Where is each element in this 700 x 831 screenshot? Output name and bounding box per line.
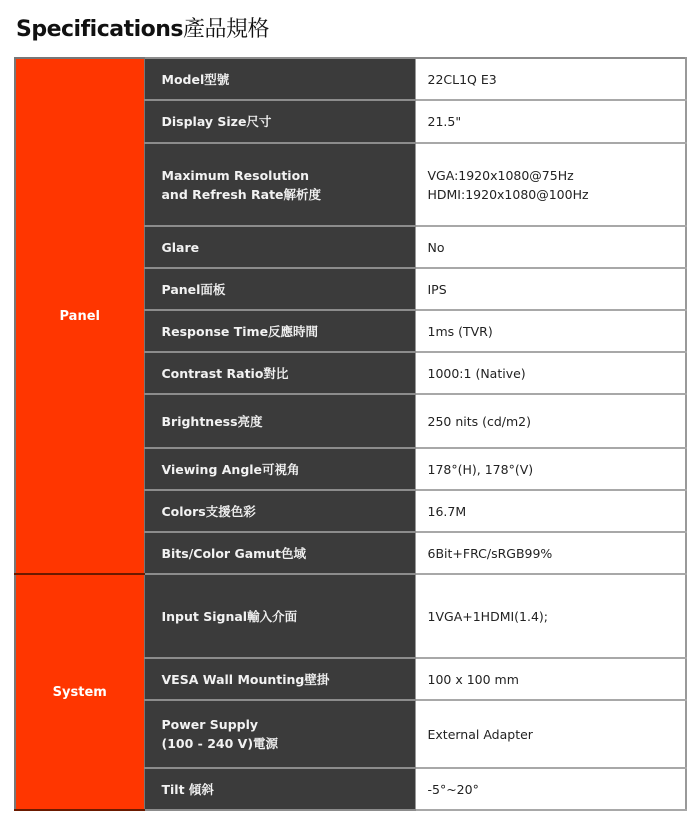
spec-value-text: -5°~20°: [427, 781, 479, 797]
spec-value: [415, 532, 686, 574]
spec-label: [144, 700, 415, 768]
spec-value: [415, 658, 686, 700]
spec-label-text: Glare: [161, 239, 200, 255]
spec-label-text: Power Supply: [161, 717, 259, 732]
spec-value-text: 1000:1 (Native): [427, 365, 526, 381]
spec-value-text: VGA:1920x1080@75Hz: [427, 167, 574, 183]
spec-value-text: IPS: [427, 281, 447, 297]
spec-value: [415, 268, 686, 310]
spec-value-text: 1VGA+1HDMI(1.4);: [427, 608, 549, 624]
spec-label-text: and Refresh Rate解析度: [161, 186, 322, 202]
spec-value: [415, 352, 686, 394]
spec-value-text: No: [427, 239, 445, 255]
spec-value: [415, 310, 686, 352]
spec-label-text: Model型號: [161, 71, 230, 87]
spec-label: [144, 310, 415, 352]
spec-label-text: Maximum Resolution: [161, 167, 310, 183]
spec-label-text: VESA Wall Mounting壁掛: [161, 671, 330, 687]
spec-label: [144, 100, 415, 143]
spec-group-panel: Panel: [15, 58, 144, 574]
spec-label-text: (100 - 240 V)電源: [161, 736, 279, 751]
spec-value-text: 16.7M: [427, 503, 467, 519]
spec-label: [144, 768, 415, 810]
spec-value: [415, 143, 686, 226]
spec-value-text: 100 x 100 mm: [427, 671, 519, 687]
spec-label: [144, 268, 415, 310]
spec-label: [144, 226, 415, 268]
spec-label: [144, 532, 415, 574]
spec-row: [15, 58, 686, 100]
spec-label-text: Tilt 傾斜: [161, 781, 214, 797]
spec-label-text: Bits/Color Gamut色域: [161, 545, 307, 561]
spec-label-text: Contrast Ratio對比: [161, 365, 289, 381]
spec-value-text: 22CL1Q E3: [427, 71, 497, 87]
spec-label-text: Input Signal輸入介面: [161, 608, 298, 624]
spec-label-text: Panel面板: [161, 281, 226, 297]
spec-value: [415, 58, 686, 100]
spec-value-text: 21.5": [427, 114, 462, 129]
spec-value: [415, 490, 686, 532]
spec-value-text: HDMI:1920x1080@100Hz: [427, 186, 589, 202]
spec-label-text: Colors支援色彩: [161, 503, 256, 519]
specifications-table: [14, 57, 687, 811]
specifications-table-body: [15, 58, 686, 810]
spec-label-text: Brightness亮度: [161, 413, 263, 429]
page-title: [16, 12, 269, 43]
spec-label-text: Display Size尺寸: [161, 114, 272, 129]
spec-label: [144, 394, 415, 448]
spec-label: [144, 658, 415, 700]
spec-label-text: Viewing Angle可視角: [161, 461, 300, 477]
spec-value: [415, 700, 686, 768]
spec-value: [415, 448, 686, 490]
spec-row: [15, 574, 686, 658]
spec-value: [415, 394, 686, 448]
page-title-en: Specifications: [16, 17, 184, 42]
spec-label-text: Response Time反應時間: [161, 323, 319, 339]
spec-label: [144, 448, 415, 490]
spec-label: [144, 58, 415, 100]
spec-value-text: External Adapter: [427, 726, 533, 742]
spec-value: [415, 574, 686, 658]
spec-value: [415, 768, 686, 810]
spec-group-system: System: [15, 574, 144, 810]
spec-value-text: 1ms (TVR): [427, 323, 493, 339]
page-title-zh: 產品規格: [183, 17, 270, 42]
spec-value: [415, 100, 686, 143]
spec-value-text: 250 nits (cd/m2): [427, 413, 532, 429]
spec-value-text: 178°(H), 178°(V): [427, 461, 534, 477]
spec-label: [144, 352, 415, 394]
spec-value-text: 6Bit+FRC/sRGB99%: [427, 545, 553, 561]
spec-label: [144, 574, 415, 658]
spec-label: [144, 490, 415, 532]
spec-value: [415, 226, 686, 268]
spec-label: [144, 143, 415, 226]
